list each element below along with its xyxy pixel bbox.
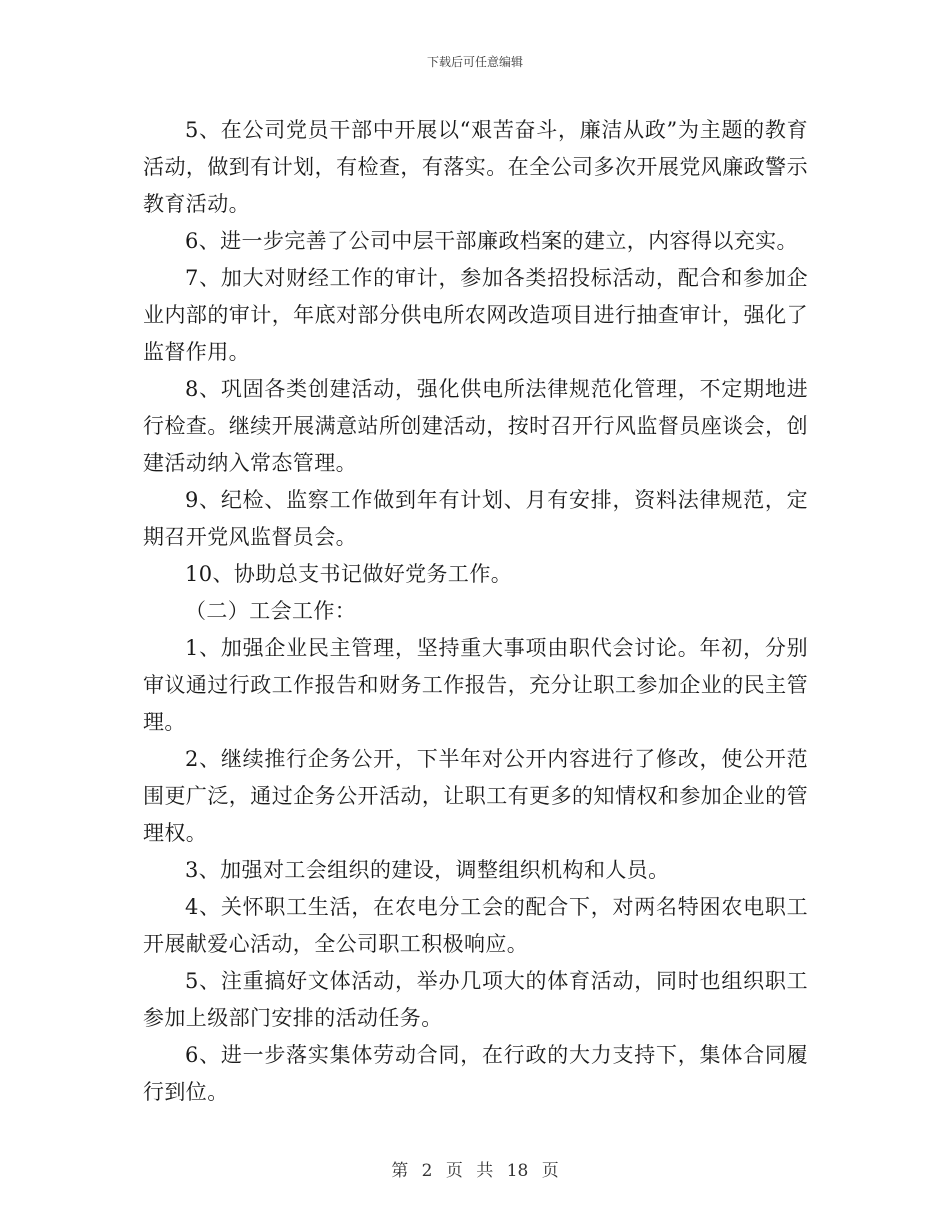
paragraph: 5、在公司党员干部中开展以“艰苦奋斗，廉洁从政”为主题的教育活动，做到有计划，有检查，有落实。在全公司多次开展党风廉政警示教育活动。 (143, 118, 808, 216)
paragraph: 5、注重搞好文体活动，举办几项大的体育活动，同时也组织职工参加上级部门安排的活动任务。 (143, 969, 808, 1030)
page-footer: 第 2 页 共 18 页 (391, 1161, 559, 1181)
paragraph: 9、纪检、监察工作做到年有计划、月有安排，资料法律规范，定期召开党风监督员会。 (143, 488, 808, 549)
document-body (143, 112, 808, 1111)
paragraph: 10、协助总支书记做好党务工作。 (185, 562, 513, 586)
paragraph: 4、关怀职工生活，在农电分工会的配合下，对两名特困农电职工开展献爱心活动，全公司职工积极响应。 (143, 895, 808, 956)
paragraph: 1、加强企业民主管理，坚持重大事项由职代会讨论。年初，分别审议通过行政工作报告和财务工作报告，充分让职工参加企业的民主管理。 (143, 636, 808, 734)
page-header: 下载后可任意编辑 (426, 55, 523, 69)
paragraph: 6、进一步落实集体劳动合同，在行政的大力支持下，集体合同履行到位。 (143, 1043, 808, 1104)
paragraph: 7、加大对财经工作的审计，参加各类招投标活动，配合和参加企业内部的审计，年底对部分供电所农网改造项目进行抽查审计，强化了监督作用。 (143, 266, 808, 364)
paragraph: 2、继续推行企务公开，下半年对公开内容进行了修改，使公开范围更广泛，通过企务公开活动，让职工有更多的知情权和参加企业的管理权。 (143, 747, 808, 845)
paragraph: 3、加强对工会组织的建设，调整组织机构和人员。 (185, 858, 670, 882)
paragraph: 8、巩固各类创建活动，强化供电所法律规范化管理，不定期地进行检查。继续开展满意站所创建活动，按时召开行风监督员座谈会，创建活动纳入常态管理。 (143, 377, 808, 475)
section-heading: （二）工会工作： (185, 599, 357, 623)
paragraph: 6、进一步完善了公司中层干部廉政档案的建立，内容得以充实。 (185, 229, 798, 253)
